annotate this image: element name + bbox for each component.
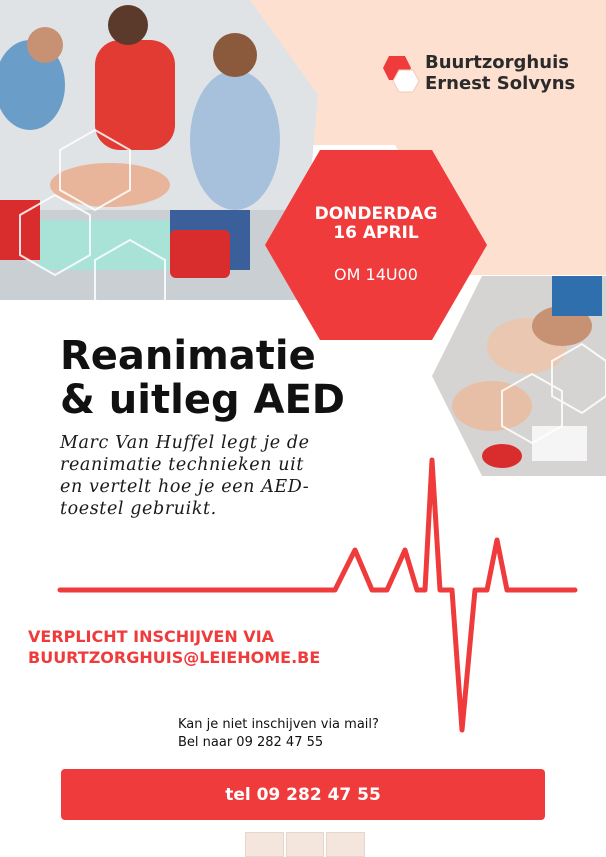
heartbeat-line-icon [0,440,606,740]
description-line4: toestel gebruikt. [60,499,217,519]
registration-line1: VERPLICHT INSCHIJVEN VIA [28,627,275,646]
title-line2: & uitleg AED [60,377,345,423]
event-title [60,334,345,422]
organization-line2: Ernest Solvyns [425,73,576,94]
organization-line1: Buurtzorghuis [425,52,569,73]
hexagon-logo-icon [378,52,422,96]
description-line1: Marc Van Huffel legt je de [60,433,310,453]
call-button[interactable]: tel 09 282 47 55 [61,769,545,820]
phone-note-line2: Bel naar 09 282 47 55 [178,735,324,750]
registration-notice [28,626,320,668]
event-day: DONDERDAG [314,204,438,224]
description-line3: en vertelt hoe je een AED- [60,477,310,497]
phone-note-line1: Kan je niet inschijven via mail? [178,717,379,732]
description-line2: reanimatie technieken uit [60,455,304,475]
event-time: OM 14U00 [334,265,418,284]
registration-email[interactable]: BUURTZORGHUIS@LEIEHOME.BE [28,648,321,667]
title-line1: Reanimatie [60,333,316,379]
event-date-value: 16 APRIL [333,223,419,243]
organization-name [425,52,575,94]
thumbnail-2 [286,832,325,857]
event-date [265,205,487,243]
date-hexagon [265,150,487,340]
phone-note [178,716,379,752]
thumbnail-1 [245,832,284,857]
thumbnail-3 [326,832,365,857]
footer-thumbnails [245,832,365,857]
